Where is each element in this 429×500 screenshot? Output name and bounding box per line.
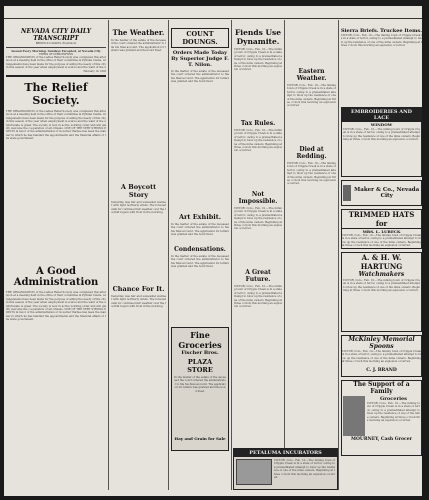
- headline-condensations: Condensations.: [174, 246, 226, 253]
- ad-hats-body: VICTOR, Colo., Feb. 10.—The mining town of Cripple Creek is in a state of terror, owing to a premeditated attempt to blow up the residence of one of the mine owners. Beginning at three o'clock this morning an explosion occurred.: [342, 234, 421, 248]
- article-condensations: In the matter of the estate of the deceased the court ordered the administrator to file his final account. The application for letters was granted and the bond fixed.: [171, 255, 229, 269]
- masthead-publisher: BROWN & CALKINS, Proprietors: [35, 42, 77, 45]
- article-dynamite: VICTOR, Colo., Feb. 10.—The mining town of Cripple Creek is in a state of terror, owing to a premeditated attempt to blow up the residence of one of the mine owners. Beginning at three o'clock this morning an explosion occurred.: [234, 48, 282, 72]
- column-rule: [231, 20, 232, 490]
- article-died-redding: VICTOR, Colo., Feb. 10.—The mining town of Cripple Creek is in a state of terror, owing to a premeditated attempt to blow up the residence of one of the mine owners. Beginning at three o'clock this morning an explosion occurred.: [287, 162, 336, 186]
- column-2: [111, 28, 166, 496]
- ad-embroideries: [341, 107, 422, 177]
- headline-good-administration: A Good Administration: [13, 266, 99, 288]
- masthead-rates: THE ORGANIZATION of the Ladies Relief Society was completed this afternoon at a meeting held in the office of their committee in Pythian Castle. Arrangements have been made for the purpose of aiding the needy of this city in this season of the year when employment is scarce and the want of the u: [6, 56, 106, 70]
- article-chance: Yesterday was fair and somewhat warmer with light northerly winds. The forecast calls for continued fair weather over the foothill region with frost in the morning.: [111, 295, 166, 309]
- column-5: [287, 28, 336, 496]
- ad-groceries-label: Groceries: [380, 396, 407, 402]
- column-rule: [284, 20, 285, 490]
- incubator-illustration: [236, 459, 272, 485]
- headline-eastern-weather: Eastern Weather.: [296, 68, 327, 82]
- column-4: [234, 28, 282, 496]
- ad-groceries-head: Fine Groceries: [178, 330, 222, 350]
- headline-sierra-briefs: Sierra Briefs.: [341, 28, 379, 34]
- column-rule: [338, 20, 339, 490]
- column-1: [6, 28, 106, 496]
- headline-court-doings: COUNT DOUNGS.: [171, 28, 229, 48]
- article-boycott: Yesterday was fair and somewhat warmer with light northerly winds. The forecast calls for continued fair weather over the foothill region with frost in the morning.: [111, 201, 166, 215]
- ad-hartung: [341, 252, 422, 332]
- ad-support-family: [341, 380, 422, 456]
- ad-support-head: The Support of a Family: [353, 381, 410, 395]
- ad-groceries-body: In the matter of the estate of the deceased the court ordered the administrator to file his final account. The application for letters was granted and the bond fixed.: [174, 376, 226, 393]
- masthead-title: NEVADA CITY DAILY TRANSCRIPT: [20, 28, 92, 42]
- ad-hartung-sub: Watchmakers: [358, 271, 405, 278]
- ad-window: WINDOW: [370, 122, 393, 127]
- ad-maker-head: Maker & Co., Nevada City: [354, 187, 420, 199]
- ad-fine-groceries: [171, 327, 229, 451]
- article-weather: In the matter of the estate of the deceased the court ordered the administrator to file his final account. The application for letters was granted and the bond fixed.: [111, 39, 166, 53]
- column-rule: [108, 20, 109, 490]
- ad-hats-seller: MRS. L. LUBECK: [362, 229, 401, 234]
- ad-mckinley-spoons: [341, 335, 422, 377]
- product-illustration: [343, 185, 351, 201]
- column-6-ads: [341, 28, 422, 496]
- subhead-court-orders: Orders Made Today By Superior Judge F. T. Nilon.: [171, 50, 229, 68]
- ad-hartung-head: A. & H. W. HARTUNG: [360, 253, 403, 271]
- ad-embroideries-head: EMBROIDERIES AND LACE: [342, 108, 421, 122]
- article-great-future: VICTOR, Colo., Feb. 10.—The mining town of Cripple Creek is in a state of terror, owing to a premeditated attempt to blow up the residence of one of the mine owners. Beginning at three o'clock this morning an explosion occurred.: [234, 285, 282, 309]
- ad-maker-co: [341, 180, 422, 206]
- article-not-impossible: VICTOR, Colo., Feb. 10.—The mining town of Cripple Creek is in a state of terror, owing to a premeditated attempt to blow up the residence of one of the mine owners. Beginning at three o'clock this morning an explosion occurred.: [234, 207, 282, 231]
- headline-died-redding: Died at Redding.: [296, 146, 327, 160]
- headline-relief-society: The Relief Society.: [24, 81, 88, 107]
- article-eastern-weather: VICTOR, Colo., Feb. 10.—The mining town of Cripple Creek is in a state of terror, owing to a premeditated attempt to blow up the residence of one of the mine owners. Beginning at three o'clock this morning an explosion occurred.: [287, 84, 336, 108]
- ad-brand: C. J. BRAND: [366, 368, 397, 373]
- article-good-administration: THE ORGANIZATION of the Ladies Relief Society was completed this afternoon at a meeting held in the office of their committee in Pythian Castle. Arrangements have been made for the purpose of aiding the needy of this city in this season of the year when employment is scarce and the want of the unfortunate is great. The society is now in active working order and will gladly welcome the cooperation of all citizens. ONE OF THE VERY STRONG POINTS in favor of the administration of Governor Pardee has been the manner in which he has handled the appointments and the financial affairs of the state government.: [6, 291, 106, 322]
- ad-petaluma-body: VICTOR, Colo., Feb. 10.—The mining town of Cripple Creek is in a state of terror, owing to a premeditated attempt to blow up the residence of one of the mine owners. Beginning at three o'clock this morning an explosion occurred.: [274, 459, 335, 480]
- ad-embroideries-body: VICTOR, Colo., Feb. 10.—The mining town of Cripple Creek is in a state of terror, owing to a premeditated attempt to blow up the residence of one of the mine owners. Beginning at three o'clock this morning an explosion occurred.: [343, 128, 420, 142]
- grocer-illustration: [343, 396, 365, 436]
- article-tax-rules: VICTOR, Colo., Feb. 10.—The mining town of Cripple Creek is in a state of terror, owing to a premeditated attempt to blow up the residence of one of the mine owners. Beginning at three o'clock this morning an explosion occurred.: [234, 129, 282, 153]
- page-top-strip: [4, 6, 422, 19]
- headline-tax-rules: Tax Rules.: [240, 120, 276, 127]
- headline-dynamite: Fiends Use Dynamite.: [234, 28, 281, 46]
- ad-support-body: VICTOR, Colo., Feb. 10.—The mining town of Cripple Creek is in a state of terror, owing to a premeditated attempt to blow up the residence of one of the mine owners. Beginning at three o'clock this morning an explosion occurred.: [367, 402, 420, 423]
- headline-chance-for-it: Chance For It.: [112, 285, 165, 293]
- ad-trimmed-hats: [341, 209, 422, 249]
- newspaper-page: [4, 6, 422, 496]
- article-court: In the matter of the estate of the deceased the court ordered the administrator to file his final account. The application for letters was granted and the bond fixed.: [171, 70, 229, 84]
- ad-petaluma-head: PETALUMA INCUBATORS: [234, 449, 337, 457]
- headline-great-future: A Great Future.: [245, 269, 271, 283]
- masthead-issued: Issued Every Morning, Sundays Excepted, at Nevada City: [11, 49, 101, 53]
- headline-truckee-items: Truckee Items.: [380, 28, 422, 34]
- column-3: [171, 28, 229, 496]
- ad-spoons-head: McKinley Memorial Spoons: [348, 336, 415, 350]
- headline-boycott-story: A Boycott Story: [120, 183, 157, 199]
- masthead-dateline: February 10, 1903: [83, 70, 106, 73]
- ad-hats-head: TRIMMED HATS for: [342, 210, 421, 229]
- ad-mourney: MOURNEY, Cash Grocer: [351, 437, 412, 442]
- headline-art-exhibit: Art Exhibit.: [178, 213, 222, 221]
- ad-plaza-store: PLAZA STORE: [187, 358, 213, 374]
- article-sierra-briefs: VICTOR, Colo., Feb. 10.—The mining town of Cripple Creek is in a state of terror, owing to a premeditated attempt to blow up the residence of one of the mine owners. Beginning at three o'clock this morning an explosion occurred.: [341, 34, 422, 48]
- article-relief-society: THE ORGANIZATION of the Ladies Relief Society was completed this afternoon at a meeting held in the office of their committee in Pythian Castle. Arrangements have been made for the purpose of aiding the needy of this city in this season of the year when employment is scarce and the want of the unfortunate is great. The society is now in active working order and will gladly welcome the cooperation of all citizens. ONE OF THE VERY STRONG POINTS in favor of the administration of Governor Pardee has been the manner in which he has handled the appointments and the financial affairs of the state government.: [6, 110, 106, 141]
- ad-hay-grain: Hay and Grain for Sale: [174, 436, 226, 441]
- article-art-exhibit: In the matter of the estate of the deceased the court ordered the administrator to file his final account. The application for letters was granted and the bond fixed.: [171, 223, 229, 237]
- headline-not-impossible: Not Impossible.: [238, 191, 278, 205]
- ad-groceries-firm: Fischer Bros.: [181, 350, 219, 356]
- ad-spoons-body: VICTOR, Colo., Feb. 10.—The mining town of Cripple Creek is in a state of terror, owing to a premeditated attempt to blow up the residence of one of the mine owners. Beginning at three o'clock this morning an explosion occurred.: [342, 350, 421, 364]
- column-rule: [168, 20, 169, 490]
- masthead-terms: TERMS OF SUBSCRIPTION: [38, 53, 74, 56]
- ad-hartung-body: VICTOR, Colo., Feb. 10.—The mining town of Cripple Creek is in a state of terror, owing to a premeditated attempt to blow up the residence of one of the mine owners. Beginning at three o'clock this morning an explosion occurred.: [343, 279, 420, 293]
- headline-weather: The Weather.: [112, 28, 165, 37]
